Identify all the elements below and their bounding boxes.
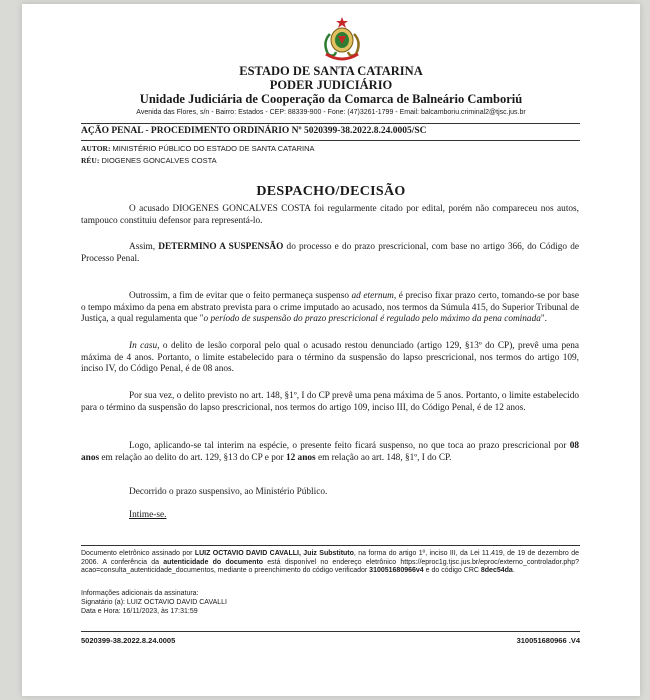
divider [81, 140, 580, 141]
signature-datetime: Data e Hora: 16/11/2023, às 17:31:59 [81, 608, 198, 615]
paragraph-ministerio: Decorrido o prazo suspensivo, ao Ministério Público. [129, 487, 328, 497]
paragraph-suspension: Assim, DETERMINO A SUSPENSÃO do processo e do prazo prescricional, com base no artigo 366, do Código de Processo Penal. [81, 242, 579, 264]
electronic-signature-notice: Documento eletrônico assinado por LUIZ OCTAVIO DAVID CAVALLI, Juiz Substituto, na forma do artigo 1º, inciso III, da Lei 11.419, de 19 de dezembro de 2006. A conferência da autenticidade do documento está disponível no endereço eletrônico https://eproc1g.tjsc.jus.br/eproc/externo_controlador.php?acao=consulta_autenticidade_documentos, mediante o preenchimento do código verificador 310051680966v4 e do código CRC 8dec54da. [81, 550, 579, 575]
footer-process-number: 5020399-38.2022.8.24.0005 [81, 636, 176, 645]
divider [81, 631, 580, 632]
divider [81, 545, 580, 546]
footer-document-code: 310051680966 .V4 [516, 636, 580, 645]
party-reu: RÉU: DIOGENES GONCALVES COSTA [81, 156, 217, 165]
state-name: ESTADO DE SANTA CATARINA [239, 64, 423, 78]
autor-label: AUTOR [81, 144, 108, 153]
reu-label: RÉU [81, 156, 97, 165]
decision-title: DESPACHO/DECISÃO [256, 184, 406, 199]
case-title: AÇÃO PENAL - PROCEDIMENTO ORDINÁRIO Nº 5020399-38.2022.8.24.0005/SC [81, 126, 427, 136]
paragraph-article-148: Por sua vez, o delito previsto no art. 148, §1º, I do CP prevê uma pena máxima de 5 anos. Portanto, o limite estabelecido para o término da suspensão do lapso prescricional, nos termos do artigo 109, inciso III, do Código Penal, é de 12 anos. [81, 391, 579, 413]
reu-name: DIOGENES GONCALVES COSTA [101, 156, 217, 165]
signature-info-title: Informações adicionais da assinatura: [81, 590, 199, 597]
document-page [22, 4, 640, 696]
paragraph-intimation: Intime-se. [129, 510, 167, 520]
signer-name: Signatário (a): LUIZ OCTAVIO DAVID CAVALLI [81, 599, 228, 606]
suspension-order: DETERMINO A SUSPENSÃO [158, 242, 284, 252]
autor-name: MINISTÉRIO PÚBLICO DO ESTADO DE SANTA CATARINA [112, 144, 315, 153]
paragraph-sumula: Outrossim, a fim de evitar que o feito permaneça suspenso ad eternum, é preciso fixar prazo certo, tomando-se por base o tempo máximo da pena em abstrato prevista para o crime imputado ao acusado, nos termos da Súmula 415, do Superior Tribunal de Justiça, a qual regulamenta que "o período de suspensão do prazo prescricional é regulado pelo máximo da pena cominada". [81, 291, 579, 325]
party-autor: AUTOR: MINISTÉRIO PÚBLICO DO ESTADO DE SANTA CATARINA [81, 144, 315, 153]
paragraph-conclusion: Logo, aplicando-se tal interim na espécie, o presente feito ficará suspenso, no que toca ao prazo prescricional por 08 anos em relação ao delito do art. 129, §13 do CP e por 12 anos em relação ao art. 148, §1º, I do CP. [81, 441, 579, 463]
divider [81, 123, 580, 124]
coat-of-arms-logo [316, 14, 368, 66]
paragraph-citation: O acusado DIOGENES GONCALVES COSTA foi regularmente citado por edital, porém não compareceu nos autos, tampouco constituiu defensor para representá-lo. [81, 204, 579, 226]
court-unit-name: Unidade Judiciária de Cooperação da Comarca de Balneário Camboriú [139, 92, 523, 106]
paragraph-article-129: In casu, o delito de lesão corporal pelo qual o acusado restou denunciado (artigo 129, §13º do CP), prevê uma pena máxima de 4 anos. Portanto, o limite estabelecido para o término da suspensão do lapso prescricional, nos termos do artigo 109, inciso IV, do Código Penal, é de 08 anos. [81, 341, 579, 375]
judiciary-name: PODER JUDICIÁRIO [269, 78, 393, 92]
court-address: Avenida das Flores, s/n - Bairro: Estados - CEP: 88339-900 - Fone: (47)3261-1799 - Email: balcamboriu.criminal2@tjsc.jus.br [136, 109, 526, 116]
